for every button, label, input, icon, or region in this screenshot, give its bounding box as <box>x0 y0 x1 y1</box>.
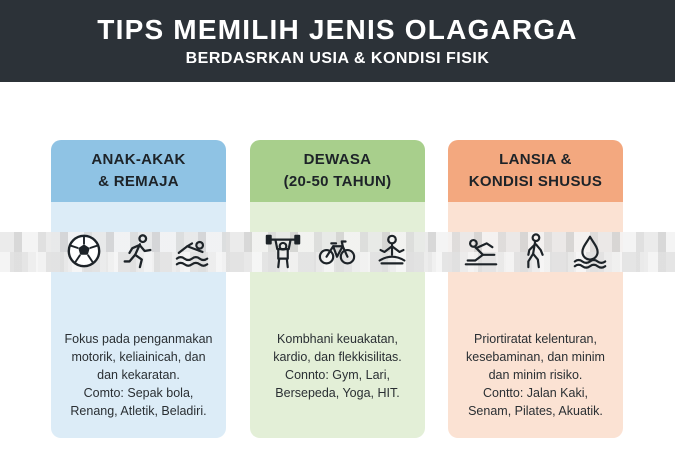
page-title: TIPS MEMILIH JENIS OLAGARGA <box>97 14 578 45</box>
card-description <box>448 330 623 420</box>
example-text: Connto: Gym, Lari, Bersepeda, Yoga, HIT. <box>275 368 400 400</box>
description-text: Fokus pada penganmakan motorik, keliainicah, dan dan kekaratan. <box>64 332 213 382</box>
page-subtitle: BERDASRKAN USIA & KONDISI FISIK <box>185 50 490 67</box>
card-header <box>250 140 425 202</box>
card-description <box>51 330 226 420</box>
card-title: ANAK-AKAK & REMAJA <box>91 151 186 190</box>
running-icon <box>119 232 157 270</box>
icon-row <box>51 230 226 272</box>
example-text: Comto: Sepak bola, Renang, Atletik, Beladiri. <box>70 386 207 418</box>
yoga-icon <box>373 232 411 270</box>
card-header <box>51 140 226 202</box>
icon-row <box>250 230 425 272</box>
header-banner <box>0 0 675 82</box>
bicycle-icon <box>318 232 356 270</box>
card-header <box>448 140 623 202</box>
card-description <box>250 330 425 402</box>
example-text: Contto: Jalan Kaki, Senam, Pilates, Akuatik. <box>468 386 603 418</box>
icon-row <box>448 230 623 272</box>
description-text: Priortiratat kelenturan, kesebaminan, dan minim dan minim risiko. <box>466 332 605 382</box>
card-title: LANSIA & KONDISI SHUSUS <box>468 151 603 190</box>
soccer-ball-icon <box>65 232 103 270</box>
description-text: Kombhani keuakatan, kardio, dan flekkisilitas. <box>273 332 402 364</box>
water-drop-icon <box>571 232 609 270</box>
swimming-icon <box>174 232 212 270</box>
stretching-icon <box>462 232 500 270</box>
card-title: DEWASA (20-50 TAHUN) <box>283 151 392 190</box>
weightlifting-icon <box>264 232 302 270</box>
walking-icon <box>516 232 554 270</box>
